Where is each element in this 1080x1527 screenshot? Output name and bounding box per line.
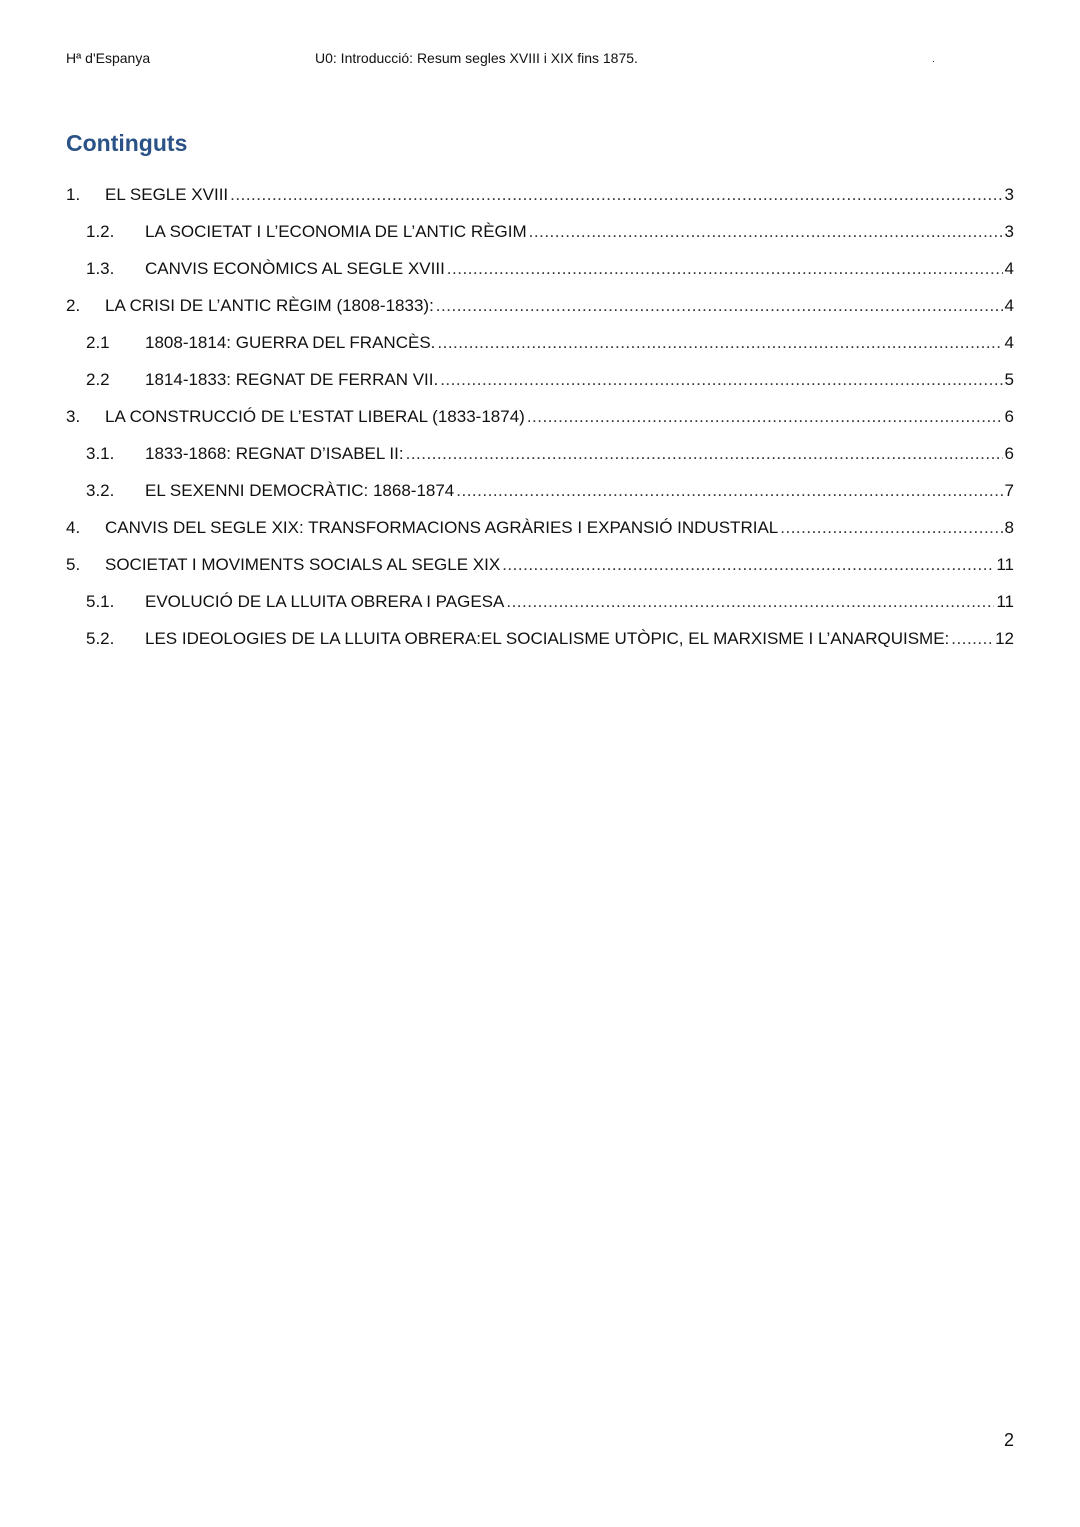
- toc-entry-number: 4.: [66, 517, 81, 537]
- toc-entry-title[interactable]: LA CRISI DE L’ANTIC RÈGIM (1808-1833):: [105, 295, 434, 315]
- toc-entry-title[interactable]: SOCIETAT I MOVIMENTS SOCIALS AL SEGLE XIX: [105, 554, 501, 574]
- toc-entry-number: 1.: [66, 184, 81, 204]
- toc-entry-number: 5.1.: [86, 591, 115, 611]
- toc-entry-title[interactable]: EL SEXENNI DEMOCRÀTIC: 1868-1874: [145, 480, 455, 500]
- toc-entry[interactable]: [66, 250, 1014, 287]
- toc-entry-title[interactable]: CANVIS DEL SEGLE XIX: TRANSFORMACIONS AGRÀRIES I EXPANSIÓ INDUSTRIAL: [105, 517, 779, 537]
- toc-entry[interactable]: [66, 324, 1014, 361]
- toc-entry-page[interactable]: 5: [1004, 369, 1014, 389]
- toc-entry-title[interactable]: CANVIS ECONÒMICS AL SEGLE XVIII: [145, 258, 445, 278]
- toc-entry-number: 5.: [66, 554, 81, 574]
- table-of-contents: [66, 176, 1014, 657]
- toc-dot-leader: [456, 481, 1002, 501]
- toc-dot-leader: [406, 444, 1003, 464]
- toc-entry-page[interactable]: 6: [1004, 443, 1014, 463]
- toc-entry-number: 1.3.: [86, 258, 115, 278]
- toc-entry-title[interactable]: LES IDEOLOGIES DE LA LLUITA OBRERA:EL SOCIALISME UTÒPIC, EL MARXISME I L’ANARQUISME:: [145, 628, 950, 648]
- toc-dot-leader: [780, 518, 1002, 538]
- toc-entry-title[interactable]: 1833-1868: REGNAT D’ISABEL II:: [145, 443, 404, 463]
- toc-entry-title[interactable]: 1808-1814: GUERRA DEL FRANCÈS.: [145, 332, 436, 352]
- toc-dot-leader: [436, 296, 1003, 316]
- toc-entry-number: 2.: [66, 295, 81, 315]
- header-unit-title: U0: Introducció: Resum segles XVIII i XIX fins 1875.: [315, 50, 638, 66]
- toc-entry-number: 1.2.: [86, 221, 115, 241]
- toc-entry[interactable]: [66, 509, 1014, 546]
- toc-entry-page[interactable]: 4: [1004, 332, 1014, 352]
- toc-entry-title[interactable]: LA SOCIETAT I L’ECONOMIA DE L’ANTIC RÈGIM: [145, 221, 527, 241]
- toc-entry-title[interactable]: 1814-1833: REGNAT DE FERRAN VII.: [145, 369, 439, 389]
- toc-entry-page[interactable]: 8: [1004, 517, 1014, 537]
- toc-entry-page[interactable]: 11: [996, 591, 1014, 611]
- toc-entry[interactable]: [66, 287, 1014, 324]
- toc-entry-page[interactable]: 6: [1004, 406, 1014, 426]
- toc-entry[interactable]: [66, 213, 1014, 250]
- toc-entry[interactable]: [66, 546, 1014, 583]
- toc-dot-leader: [529, 222, 1003, 242]
- toc-entry[interactable]: [66, 620, 1014, 657]
- toc-entry-number: 5.2.: [86, 628, 115, 648]
- toc-entry-number: 2.2: [86, 369, 110, 389]
- header-subject: Hª d'Espanya: [66, 50, 151, 66]
- toc-entry-page[interactable]: 4: [1004, 295, 1014, 315]
- toc-entry[interactable]: [66, 435, 1014, 472]
- toc-dot-leader: [447, 259, 1003, 279]
- toc-entry-page[interactable]: 3: [1004, 221, 1014, 241]
- toc-dot-leader: [502, 555, 994, 575]
- toc-dot-leader: [437, 333, 1002, 353]
- toc-entry[interactable]: [66, 583, 1014, 620]
- header-mark: .: [932, 54, 935, 65]
- toc-entry-number: 3.1.: [86, 443, 115, 463]
- toc-dot-leader: [230, 185, 1002, 205]
- toc-title: Continguts: [66, 130, 188, 156]
- toc-entry-title[interactable]: EVOLUCIÓ DE LA LLUITA OBRERA I PAGESA: [145, 591, 505, 611]
- toc-entry-number: 3.: [66, 406, 81, 426]
- toc-entry-number: 2.1: [86, 332, 110, 352]
- toc-dot-leader: [506, 592, 994, 612]
- toc-entry-title[interactable]: EL SEGLE XVIII: [105, 184, 229, 204]
- toc-entry-number: 3.2.: [86, 480, 115, 500]
- toc-entry-page[interactable]: 4: [1004, 258, 1014, 278]
- toc-entry-page[interactable]: 3: [1004, 184, 1014, 204]
- page-number: 2: [1004, 1430, 1015, 1450]
- toc-dot-leader: [527, 407, 1003, 427]
- toc-entry-page[interactable]: 12: [995, 628, 1014, 648]
- toc-entry[interactable]: [66, 398, 1014, 435]
- toc-entry-page[interactable]: 7: [1004, 480, 1014, 500]
- toc-entry-page[interactable]: 11: [996, 554, 1014, 574]
- toc-entry[interactable]: [66, 176, 1014, 213]
- toc-entry-title[interactable]: LA CONSTRUCCIÓ DE L’ESTAT LIBERAL (1833-1874): [105, 406, 525, 426]
- toc-entry[interactable]: [66, 361, 1014, 398]
- toc-entry[interactable]: [66, 472, 1014, 509]
- toc-dot-leader: [440, 370, 1002, 390]
- page-header: [66, 50, 1014, 70]
- toc-dot-leader: [951, 629, 993, 649]
